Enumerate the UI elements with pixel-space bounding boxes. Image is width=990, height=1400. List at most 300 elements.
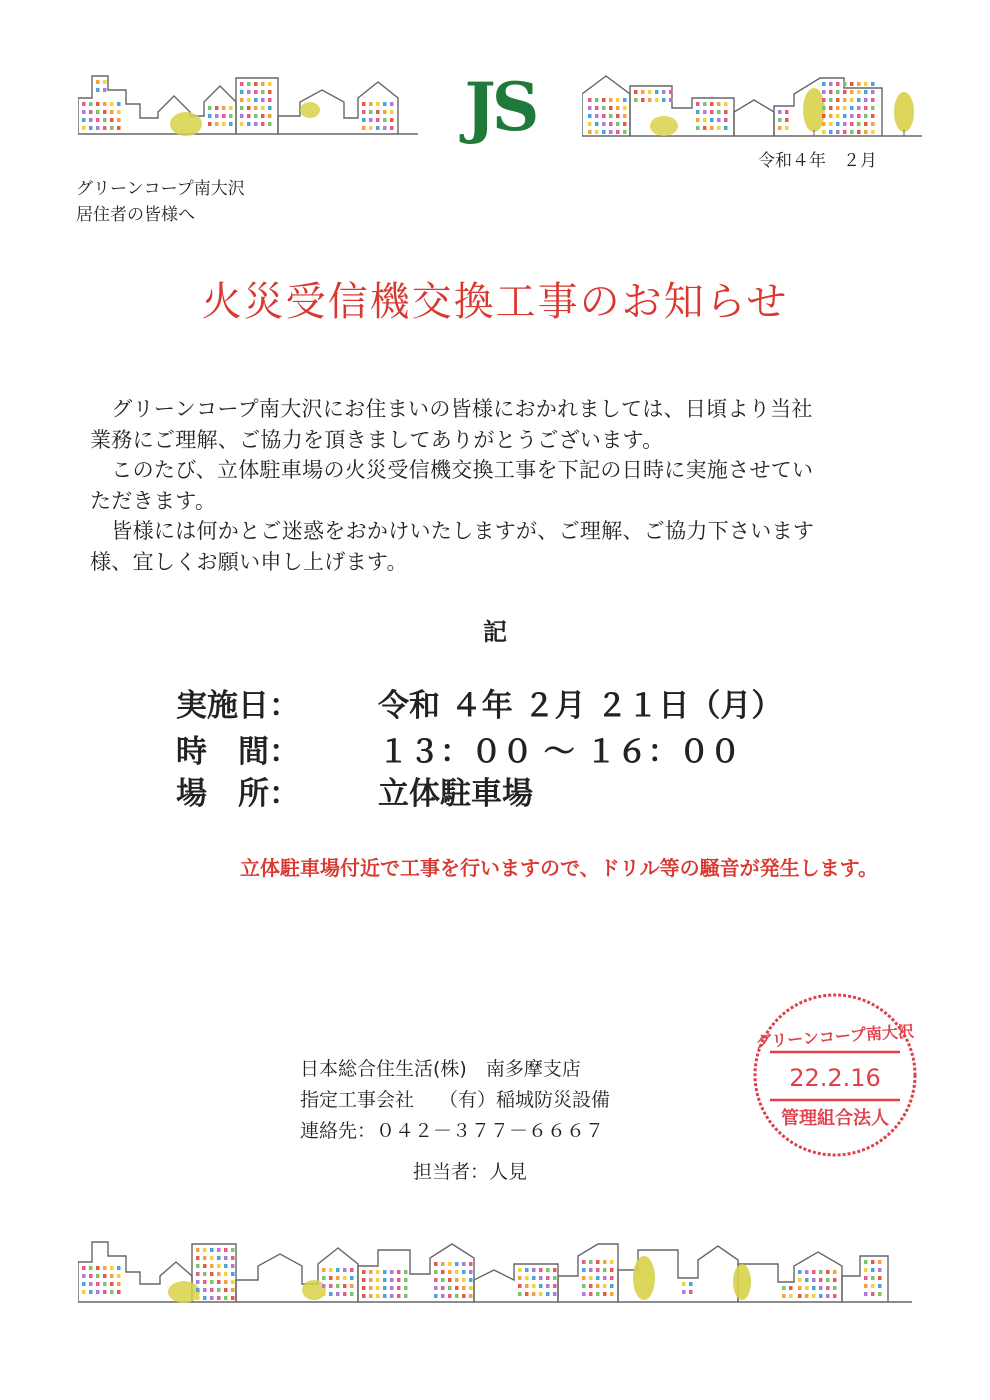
window-decoration bbox=[857, 114, 861, 118]
noise-warning: 立体駐車場付近で工事を行いますので、ドリル等の騒音が発生します。 bbox=[240, 856, 878, 880]
window-decoration bbox=[268, 122, 272, 126]
window-decoration bbox=[208, 122, 212, 126]
window-decoration bbox=[878, 1284, 882, 1288]
window-decoration bbox=[836, 90, 840, 94]
window-decoration bbox=[369, 1270, 373, 1274]
window-decoration bbox=[210, 1272, 214, 1276]
window-decoration bbox=[390, 102, 394, 106]
window-decoration bbox=[369, 102, 373, 106]
window-decoration bbox=[871, 1292, 875, 1296]
window-decoration bbox=[546, 1268, 550, 1272]
window-decoration bbox=[843, 90, 847, 94]
window-decoration bbox=[117, 102, 121, 106]
window-decoration bbox=[268, 114, 272, 118]
window-decoration bbox=[822, 82, 826, 86]
window-decoration bbox=[836, 106, 840, 110]
window-decoration bbox=[850, 106, 854, 110]
window-decoration bbox=[369, 126, 373, 130]
window-decoration bbox=[689, 1290, 693, 1294]
window-decoration bbox=[829, 114, 833, 118]
window-decoration bbox=[96, 1274, 100, 1278]
window-decoration bbox=[210, 1248, 214, 1252]
window-decoration bbox=[390, 118, 394, 122]
window-decoration bbox=[819, 1286, 823, 1290]
window-decoration bbox=[462, 1294, 466, 1298]
window-decoration bbox=[798, 1278, 802, 1282]
window-decoration bbox=[89, 110, 93, 114]
window-decoration bbox=[231, 1264, 235, 1268]
window-decoration bbox=[785, 110, 789, 114]
window-decoration bbox=[240, 114, 244, 118]
window-decoration bbox=[669, 98, 673, 102]
window-decoration bbox=[229, 106, 233, 110]
window-decoration bbox=[117, 1266, 121, 1270]
window-decoration bbox=[518, 1268, 522, 1272]
window-decoration bbox=[196, 1272, 200, 1276]
window-decoration bbox=[588, 114, 592, 118]
window-decoration bbox=[441, 1262, 445, 1266]
window-decoration bbox=[350, 1284, 354, 1288]
window-decoration bbox=[616, 98, 620, 102]
window-decoration bbox=[843, 114, 847, 118]
window-decoration bbox=[864, 1268, 868, 1272]
window-decoration bbox=[224, 1296, 228, 1300]
window-decoration bbox=[110, 110, 114, 114]
window-decoration bbox=[864, 1276, 868, 1280]
window-decoration bbox=[864, 114, 868, 118]
window-decoration bbox=[689, 1282, 693, 1286]
window-decoration bbox=[785, 118, 789, 122]
window-decoration bbox=[397, 1294, 401, 1298]
window-decoration bbox=[441, 1294, 445, 1298]
window-decoration bbox=[610, 1284, 614, 1288]
window-decoration bbox=[210, 1296, 214, 1300]
window-decoration bbox=[610, 1260, 614, 1264]
window-decoration bbox=[595, 130, 599, 134]
window-decoration bbox=[404, 1278, 408, 1282]
window-decoration bbox=[829, 106, 833, 110]
window-decoration bbox=[117, 126, 121, 130]
window-decoration bbox=[829, 82, 833, 86]
window-decoration bbox=[96, 1266, 100, 1270]
window-decoration bbox=[805, 1278, 809, 1282]
window-decoration bbox=[217, 1288, 221, 1292]
window-decoration bbox=[864, 122, 868, 126]
window-decoration bbox=[805, 1294, 809, 1298]
window-decoration bbox=[717, 126, 721, 130]
window-decoration bbox=[710, 102, 714, 106]
window-decoration bbox=[261, 90, 265, 94]
window-decoration bbox=[222, 122, 226, 126]
window-decoration bbox=[247, 82, 251, 86]
window-decoration bbox=[871, 1276, 875, 1280]
window-decoration bbox=[539, 1284, 543, 1288]
window-decoration bbox=[261, 106, 265, 110]
body-line-1: グリーンコープ南大沢にお住まいの皆様におかれましては、日頃より当社 bbox=[90, 397, 813, 421]
window-decoration bbox=[362, 1270, 366, 1274]
window-decoration bbox=[110, 118, 114, 122]
window-decoration bbox=[117, 1274, 121, 1278]
window-decoration bbox=[110, 1266, 114, 1270]
window-decoration bbox=[857, 82, 861, 86]
window-decoration bbox=[857, 106, 861, 110]
window-decoration bbox=[268, 98, 272, 102]
window-decoration bbox=[871, 1284, 875, 1288]
window-decoration bbox=[96, 1290, 100, 1294]
window-decoration bbox=[322, 1292, 326, 1296]
window-decoration bbox=[224, 1248, 228, 1252]
window-decoration bbox=[434, 1294, 438, 1298]
window-decoration bbox=[864, 1292, 868, 1296]
window-decoration bbox=[836, 122, 840, 126]
window-decoration bbox=[196, 1296, 200, 1300]
window-decoration bbox=[196, 1256, 200, 1260]
window-decoration bbox=[603, 1268, 607, 1272]
window-decoration bbox=[362, 1294, 366, 1298]
window-decoration bbox=[616, 130, 620, 134]
window-decoration bbox=[103, 1290, 107, 1294]
window-decoration bbox=[822, 90, 826, 94]
window-decoration bbox=[724, 126, 728, 130]
window-decoration bbox=[588, 130, 592, 134]
window-decoration bbox=[682, 1290, 686, 1294]
window-decoration bbox=[822, 130, 826, 134]
window-decoration bbox=[448, 1270, 452, 1274]
window-decoration bbox=[539, 1268, 543, 1272]
window-decoration bbox=[224, 1264, 228, 1268]
window-decoration bbox=[231, 1296, 235, 1300]
window-decoration bbox=[596, 1268, 600, 1272]
window-decoration bbox=[224, 1256, 228, 1260]
window-decoration bbox=[836, 114, 840, 118]
window-decoration bbox=[96, 1282, 100, 1286]
window-decoration bbox=[103, 110, 107, 114]
window-decoration bbox=[532, 1276, 536, 1280]
window-decoration bbox=[582, 1260, 586, 1264]
window-decoration bbox=[224, 1272, 228, 1276]
window-decoration bbox=[103, 1282, 107, 1286]
window-decoration bbox=[247, 90, 251, 94]
window-decoration bbox=[376, 1294, 380, 1298]
skyline-top-right-illustration bbox=[582, 70, 922, 140]
window-decoration bbox=[871, 122, 875, 126]
window-decoration bbox=[231, 1248, 235, 1252]
window-decoration bbox=[602, 98, 606, 102]
window-decoration bbox=[539, 1292, 543, 1296]
window-decoration bbox=[404, 1286, 408, 1290]
window-decoration bbox=[215, 114, 219, 118]
window-decoration bbox=[376, 110, 380, 114]
window-decoration bbox=[648, 98, 652, 102]
window-decoration bbox=[329, 1276, 333, 1280]
window-decoration bbox=[362, 126, 366, 130]
window-decoration bbox=[362, 1286, 366, 1290]
window-decoration bbox=[96, 102, 100, 106]
window-decoration bbox=[103, 118, 107, 122]
window-decoration bbox=[850, 130, 854, 134]
window-decoration bbox=[229, 114, 233, 118]
issue-date: 令和４年 ２月 bbox=[758, 151, 877, 171]
window-decoration bbox=[871, 114, 875, 118]
window-decoration bbox=[89, 1274, 93, 1278]
window-decoration bbox=[196, 1288, 200, 1292]
window-decoration bbox=[833, 1270, 837, 1274]
window-decoration bbox=[703, 118, 707, 122]
window-decoration bbox=[822, 98, 826, 102]
window-decoration bbox=[518, 1276, 522, 1280]
window-decoration bbox=[850, 90, 854, 94]
window-decoration bbox=[240, 106, 244, 110]
window-decoration bbox=[455, 1286, 459, 1290]
window-decoration bbox=[110, 1282, 114, 1286]
window-decoration bbox=[596, 1260, 600, 1264]
window-decoration bbox=[82, 126, 86, 130]
window-decoration bbox=[703, 102, 707, 106]
window-decoration bbox=[610, 1268, 614, 1272]
window-decoration bbox=[369, 118, 373, 122]
window-decoration bbox=[404, 1294, 408, 1298]
window-decoration bbox=[376, 1286, 380, 1290]
body-line-4: ただきます。 bbox=[90, 489, 217, 513]
window-decoration bbox=[805, 1270, 809, 1274]
window-decoration bbox=[829, 122, 833, 126]
window-decoration bbox=[89, 1266, 93, 1270]
window-decoration bbox=[871, 106, 875, 110]
window-decoration bbox=[623, 122, 627, 126]
window-decoration bbox=[805, 1286, 809, 1290]
window-decoration bbox=[217, 1272, 221, 1276]
window-decoration bbox=[798, 1294, 802, 1298]
window-decoration bbox=[254, 90, 258, 94]
window-decoration bbox=[582, 1268, 586, 1272]
window-decoration bbox=[710, 126, 714, 130]
window-decoration bbox=[469, 1286, 473, 1290]
window-decoration bbox=[850, 82, 854, 86]
window-decoration bbox=[336, 1292, 340, 1296]
window-decoration bbox=[596, 1292, 600, 1296]
window-decoration bbox=[588, 98, 592, 102]
window-decoration bbox=[462, 1278, 466, 1282]
window-decoration bbox=[812, 1286, 816, 1290]
window-decoration bbox=[350, 1268, 354, 1272]
window-decoration bbox=[117, 1290, 121, 1294]
footer-contact: 連絡先：０４２－３７７－６６６７ bbox=[300, 1120, 605, 1142]
window-decoration bbox=[397, 1278, 401, 1282]
window-decoration bbox=[864, 98, 868, 102]
window-decoration bbox=[362, 118, 366, 122]
window-decoration bbox=[103, 88, 107, 92]
window-decoration bbox=[455, 1262, 459, 1266]
window-decoration bbox=[710, 110, 714, 114]
window-decoration bbox=[616, 122, 620, 126]
window-decoration bbox=[609, 130, 613, 134]
window-decoration bbox=[343, 1276, 347, 1280]
window-decoration bbox=[362, 102, 366, 106]
window-decoration bbox=[383, 102, 387, 106]
skyline-top-left-illustration bbox=[78, 68, 418, 138]
skyline-bottom-illustration bbox=[78, 1236, 912, 1308]
window-decoration bbox=[595, 106, 599, 110]
window-decoration bbox=[595, 98, 599, 102]
window-decoration bbox=[96, 88, 100, 92]
footer-contractor: 指定工事会社 （有）稲城防災設備 bbox=[300, 1089, 611, 1111]
window-decoration bbox=[588, 122, 592, 126]
window-decoration bbox=[96, 126, 100, 130]
window-decoration bbox=[532, 1292, 536, 1296]
window-decoration bbox=[455, 1294, 459, 1298]
window-decoration bbox=[812, 1294, 816, 1298]
window-decoration bbox=[240, 98, 244, 102]
window-decoration bbox=[595, 114, 599, 118]
window-decoration bbox=[247, 114, 251, 118]
window-decoration bbox=[798, 1270, 802, 1274]
window-decoration bbox=[603, 1284, 607, 1288]
window-decoration bbox=[616, 106, 620, 110]
window-decoration bbox=[710, 118, 714, 122]
window-decoration bbox=[602, 130, 606, 134]
window-decoration bbox=[434, 1270, 438, 1274]
window-decoration bbox=[89, 102, 93, 106]
window-decoration bbox=[196, 1248, 200, 1252]
window-decoration bbox=[203, 1272, 207, 1276]
window-decoration bbox=[203, 1288, 207, 1292]
window-decoration bbox=[669, 90, 673, 94]
window-decoration bbox=[469, 1270, 473, 1274]
window-decoration bbox=[462, 1270, 466, 1274]
window-decoration bbox=[696, 102, 700, 106]
window-decoration bbox=[843, 98, 847, 102]
window-decoration bbox=[623, 130, 627, 134]
svg-text:グリーンコープ南大沢: グリーンコープ南大沢 bbox=[754, 1021, 915, 1052]
detail-label-date: 実施日： bbox=[176, 688, 300, 724]
window-decoration bbox=[843, 106, 847, 110]
window-decoration bbox=[89, 1290, 93, 1294]
window-decoration bbox=[843, 82, 847, 86]
window-decoration bbox=[103, 102, 107, 106]
window-decoration bbox=[833, 1278, 837, 1282]
window-decoration bbox=[798, 1286, 802, 1290]
window-decoration bbox=[717, 110, 721, 114]
window-decoration bbox=[782, 1294, 786, 1298]
window-decoration bbox=[350, 1292, 354, 1296]
window-decoration bbox=[390, 110, 394, 114]
window-decoration bbox=[857, 130, 861, 134]
window-decoration bbox=[589, 1284, 593, 1288]
window-decoration bbox=[582, 1284, 586, 1288]
window-decoration bbox=[390, 126, 394, 130]
window-decoration bbox=[196, 1280, 200, 1284]
window-decoration bbox=[448, 1278, 452, 1282]
window-decoration bbox=[254, 106, 258, 110]
window-decoration bbox=[103, 1266, 107, 1270]
window-decoration bbox=[210, 1264, 214, 1268]
window-decoration bbox=[829, 130, 833, 134]
window-decoration bbox=[217, 1296, 221, 1300]
window-decoration bbox=[247, 106, 251, 110]
window-decoration bbox=[696, 126, 700, 130]
window-decoration bbox=[231, 1288, 235, 1292]
window-decoration bbox=[826, 1270, 830, 1274]
window-decoration bbox=[322, 1276, 326, 1280]
window-decoration bbox=[819, 1278, 823, 1282]
window-decoration bbox=[843, 122, 847, 126]
body-line-2: 業務にご理解、ご協力を頂きましてありがとうございます。 bbox=[90, 428, 664, 452]
window-decoration bbox=[268, 90, 272, 94]
window-decoration bbox=[89, 126, 93, 130]
window-decoration bbox=[589, 1276, 593, 1280]
detail-value-place: 立体駐車場 bbox=[378, 776, 533, 812]
window-decoration bbox=[383, 110, 387, 114]
window-decoration bbox=[850, 122, 854, 126]
window-decoration bbox=[261, 122, 265, 126]
window-decoration bbox=[329, 1268, 333, 1272]
window-decoration bbox=[634, 98, 638, 102]
approval-stamp bbox=[750, 990, 920, 1160]
window-decoration bbox=[383, 118, 387, 122]
window-decoration bbox=[222, 106, 226, 110]
window-decoration bbox=[222, 114, 226, 118]
window-decoration bbox=[871, 1260, 875, 1264]
window-decoration bbox=[864, 130, 868, 134]
window-decoration bbox=[609, 106, 613, 110]
window-decoration bbox=[376, 126, 380, 130]
window-decoration bbox=[343, 1268, 347, 1272]
window-decoration bbox=[778, 118, 782, 122]
window-decoration bbox=[261, 98, 265, 102]
window-decoration bbox=[383, 1270, 387, 1274]
recipient-line-1: グリーンコープ南大沢 bbox=[76, 179, 245, 199]
window-decoration bbox=[448, 1286, 452, 1290]
window-decoration bbox=[110, 102, 114, 106]
window-decoration bbox=[589, 1292, 593, 1296]
window-decoration bbox=[89, 118, 93, 122]
window-decoration bbox=[390, 1270, 394, 1274]
window-decoration bbox=[610, 1276, 614, 1280]
window-decoration bbox=[582, 1292, 586, 1296]
window-decoration bbox=[469, 1262, 473, 1266]
window-decoration bbox=[871, 90, 875, 94]
window-decoration bbox=[546, 1276, 550, 1280]
window-decoration bbox=[871, 98, 875, 102]
window-decoration bbox=[603, 1260, 607, 1264]
window-decoration bbox=[819, 1270, 823, 1274]
window-decoration bbox=[261, 82, 265, 86]
footer-company: 日本総合住生活(株) 南多摩支店 bbox=[300, 1058, 581, 1080]
window-decoration bbox=[82, 1282, 86, 1286]
window-decoration bbox=[89, 1282, 93, 1286]
window-decoration bbox=[268, 106, 272, 110]
window-decoration bbox=[724, 110, 728, 114]
window-decoration bbox=[696, 110, 700, 114]
window-decoration bbox=[229, 122, 233, 126]
window-decoration bbox=[812, 1278, 816, 1282]
window-decoration bbox=[231, 1256, 235, 1260]
window-decoration bbox=[822, 106, 826, 110]
window-decoration bbox=[254, 82, 258, 86]
window-decoration bbox=[103, 1274, 107, 1278]
window-decoration bbox=[462, 1286, 466, 1290]
window-decoration bbox=[553, 1276, 557, 1280]
window-decoration bbox=[603, 1292, 607, 1296]
window-decoration bbox=[819, 1294, 823, 1298]
window-decoration bbox=[217, 1256, 221, 1260]
window-decoration bbox=[553, 1292, 557, 1296]
window-decoration bbox=[397, 1270, 401, 1274]
window-decoration bbox=[96, 80, 100, 84]
window-decoration bbox=[383, 1278, 387, 1282]
window-decoration bbox=[641, 98, 645, 102]
window-decoration bbox=[609, 122, 613, 126]
